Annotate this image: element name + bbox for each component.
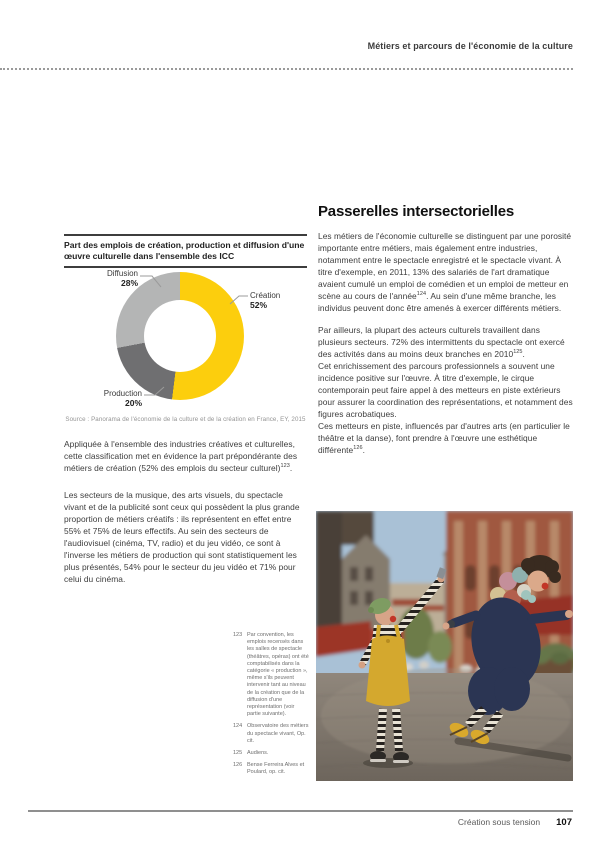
footnote-126 (233, 762, 309, 776)
footnote-124 (233, 723, 309, 745)
slice-label-creation (250, 291, 280, 310)
paragraph-text: . Au sein d'une même branche, les individus peuvent donc être amenés à exercer différents métiers. (318, 291, 562, 313)
footnote-text: Par convention, les emplois recensés dans les salles de spectacle (théâtres, opéras) ont été comptabilisés dans la catégorie « production », même s'ils peuvent intervenir tant au niveau de la création que de la diffusion d'une représentation (voir partie suivante). (247, 632, 309, 718)
chart-source: Source : Panorama de l'économie de la culture et de la création en France, EY, 2015 (65, 416, 306, 423)
right-column (318, 203, 574, 456)
slice-name: Production (103, 389, 142, 398)
slice-value: 52% (250, 299, 268, 310)
footnote-ref-125: 125 (513, 349, 523, 356)
paragraph-text: . (362, 445, 365, 455)
footnote-ref-123: 123 (280, 463, 290, 470)
running-header-title: Métiers et parcours de l'économie de la culture (367, 41, 573, 51)
footer-section-title: Création sous tension (457, 817, 541, 827)
street-performers-illustration (316, 511, 573, 781)
footnote-125 (233, 750, 309, 757)
footnote-ref-126: 126 (353, 445, 363, 452)
paragraph-text: . (522, 349, 525, 359)
paragraph-sectors: Les secteurs de la musique, des arts visuels, du spectacle vivant et de la publicité sont ceux qui possèdent la plus grande proportion de métiers créatifs : ils représentent en effet entre 55% et 75% de leurs effectifs. Au sein des secteurs de l'audiovisuel (cinéma, TV, radio) et du jeu vidéo, ce sont à l'inverse les métiers de production qui sont statistiquement les plus présentés, 54% pour le secteur du jeu vidéo et 71% pour celui du cinéma. (64, 490, 300, 584)
page-number: 107 (556, 817, 572, 828)
slice-name: Création (250, 291, 281, 300)
footnote-number: 125 (233, 750, 243, 757)
footnote-text: Audiens. (247, 750, 269, 757)
footnotes (233, 632, 309, 782)
icc-jobs-donut-chart (64, 234, 307, 423)
paragraph-text: Appliquée à l'ensemble des industries créatives et culturelles, cette classification met en évidence la part prépondérante des métiers de création (52% des emplois du secteur culturel) (64, 439, 298, 473)
footnote-text: Bense Ferreira Alves et Poulard, op. cit. (247, 762, 305, 776)
donut-chart-area (64, 268, 307, 408)
slice-label-production (64, 389, 142, 408)
footnote-number: 126 (233, 762, 243, 769)
street-performers-photo (316, 511, 573, 781)
footnote-123 (233, 632, 309, 718)
paragraph-enrichment: Cet enrichissement des parcours professionnels a souvent une incidence positive sur l'œuvre. À titre d'exemple, le cirque contemporain peut faire appel à des metteurs en piste extérieurs pour assurer la coordination des représentations, et notamment des figures acrobatiques. (318, 361, 573, 419)
paragraph-classification (64, 438, 307, 474)
paragraph-text: Ces metteurs en piste, influencés par d'autres arts (en particulier le théâtre et la danse), font prendre à l'œuvre une esthétique différente (318, 421, 570, 455)
section-heading: Passerelles intersectorielles (318, 203, 514, 220)
footnote-text: Observatoire des métiers du spectacle vivant, Op. cit. (247, 723, 309, 744)
paragraph-text: Par ailleurs, la plupart des acteurs culturels travaillent dans plusieurs secteurs. 72% des intermittents du spectacle ont exercé des activités dans au moins deux branches en 2010 (318, 325, 565, 359)
chart-title: Part des emplois de création, production et diffusion d'une œuvre culturelle dans l'ensemble des ICC (64, 234, 307, 268)
paragraph-porosity (318, 230, 574, 314)
slice-label-diffusion (64, 269, 138, 288)
slice-name: Diffusion (107, 269, 138, 278)
footnote-ref-124: 124 (416, 291, 427, 298)
page-footer (458, 817, 572, 828)
paragraph-aesthetics (318, 420, 574, 456)
footer-rule (28, 810, 573, 812)
slice-value: 28% (120, 277, 138, 288)
paragraph-text: Les métiers de l'économie culturelle se distinguent par une porosité importante entre métiers, mais également entre industries, notamment entre le spectacle enregistré et le spectacle vivant. À titre d'exemple, en 2011, 13% des salariés de l'art dramatique avaient cumulé un emploi de comédien et un emploi de metteur en scène au cours de l'année (318, 231, 572, 301)
slice-value: 20% (124, 397, 142, 408)
left-column (64, 234, 307, 585)
paragraph-multisector (318, 324, 574, 360)
paragraph-text: . (289, 463, 293, 473)
footnote-number: 123 (233, 632, 243, 638)
header-dotted-rule (0, 68, 573, 70)
footnote-number: 124 (233, 723, 243, 730)
label-connector-lines (64, 268, 307, 408)
